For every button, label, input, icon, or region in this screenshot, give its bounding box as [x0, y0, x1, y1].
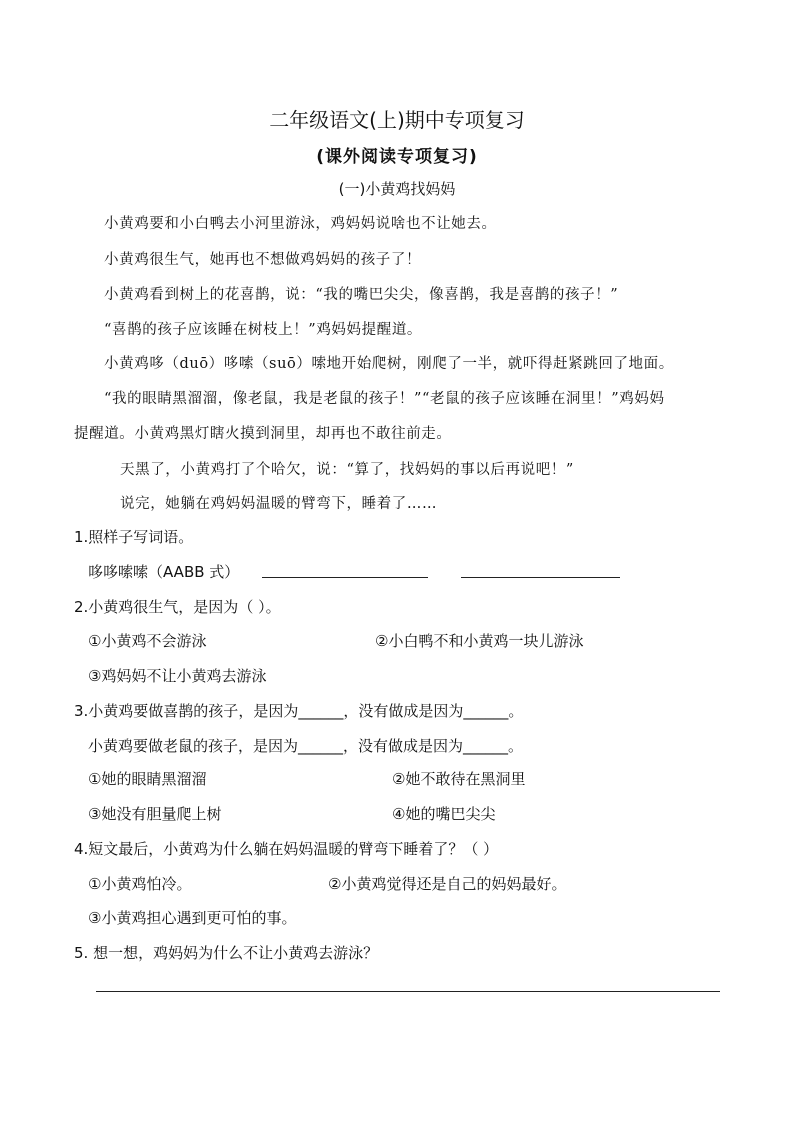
- option[interactable]: ②她不敢待在黑洞里: [392, 770, 526, 788]
- passage-paragraph: 小黄鸡看到树上的花喜鹊，说：“我的嘴巴尖尖，像喜鹊，我是喜鹊的孩子！”: [104, 287, 619, 303]
- option[interactable]: ③她没有胆量爬上树: [88, 805, 222, 823]
- page-subtitle: (课外阅读专项复习): [316, 147, 478, 167]
- example-word: 哆哆嗦嗦（AABB 式）: [88, 563, 240, 581]
- question-label: 4.短文最后，小黄鸡为什么躺在妈妈温暖的臂弯下睡着了？（ ）: [74, 840, 499, 858]
- passage-paragraph: “我的眼睛黑溜溜，像老鼠，我是老鼠的孩子！”“老鼠的孩子应该睡在洞里！”鸡妈妈: [104, 391, 665, 407]
- answer-line[interactable]: [96, 991, 720, 992]
- passage-paragraph: 小黄鸡要和小白鸭去小河里游泳，鸡妈妈说啥也不让她去。: [104, 216, 497, 232]
- passage-paragraph: 小黄鸡很生气，她再也不想做鸡妈妈的孩子了！: [104, 252, 422, 268]
- option[interactable]: ①小黄鸡怕冷。: [88, 875, 192, 893]
- answer-blank[interactable]: [262, 577, 428, 578]
- question-label: 5. 想一想，鸡妈妈为什么不让小黄鸡去游泳？: [74, 944, 379, 962]
- option[interactable]: ①小黄鸡不会游泳: [88, 632, 207, 650]
- question-label: 2.小黄鸡很生气，是因为（ ）。: [74, 598, 281, 616]
- passage-paragraph: 天黑了，小黄鸡打了个哈欠，说：“算了，找妈妈的事以后再说吧！”: [120, 462, 574, 478]
- passage-paragraph: “喜鹊的孩子应该睡在树枝上！”鸡妈妈提醒道。: [104, 322, 423, 338]
- option[interactable]: ③鸡妈妈不让小黄鸡去游泳: [88, 667, 267, 685]
- page-title: 二年级语文(上)期中专项复习: [269, 108, 525, 132]
- question-label: 3.小黄鸡要做喜鹊的孩子，是因为______，没有做成是因为______。: [74, 702, 524, 720]
- option[interactable]: ③小黄鸡担心遇到更可怕的事。: [88, 909, 297, 927]
- section-title: (一)小黄鸡找妈妈: [338, 180, 456, 198]
- option[interactable]: ②小黄鸡觉得还是自己的妈妈最好。: [328, 875, 567, 893]
- passage-paragraph: 提醒道。小黄鸡黑灯瞎火摸到洞里，却再也不敢往前走。: [74, 426, 452, 442]
- option[interactable]: ④她的嘴巴尖尖: [392, 805, 496, 823]
- option[interactable]: ②小白鸭不和小黄鸡一块儿游泳: [375, 632, 584, 650]
- passage-paragraph: 小黄鸡哆（duō）哆嗦（suō）嗦地开始爬树，刚爬了一半，就吓得赶紧跳回了地面。: [104, 356, 674, 372]
- passage-paragraph: 说完，她躺在鸡妈妈温暖的臂弯下，睡着了……: [120, 496, 438, 512]
- question-label: 1.照样子写词语。: [74, 528, 194, 546]
- option[interactable]: ①她的眼睛黑溜溜: [88, 770, 207, 788]
- answer-blank[interactable]: [461, 577, 620, 578]
- question-label: 小黄鸡要做老鼠的孩子，是因为______，没有做成是因为______。: [88, 737, 524, 755]
